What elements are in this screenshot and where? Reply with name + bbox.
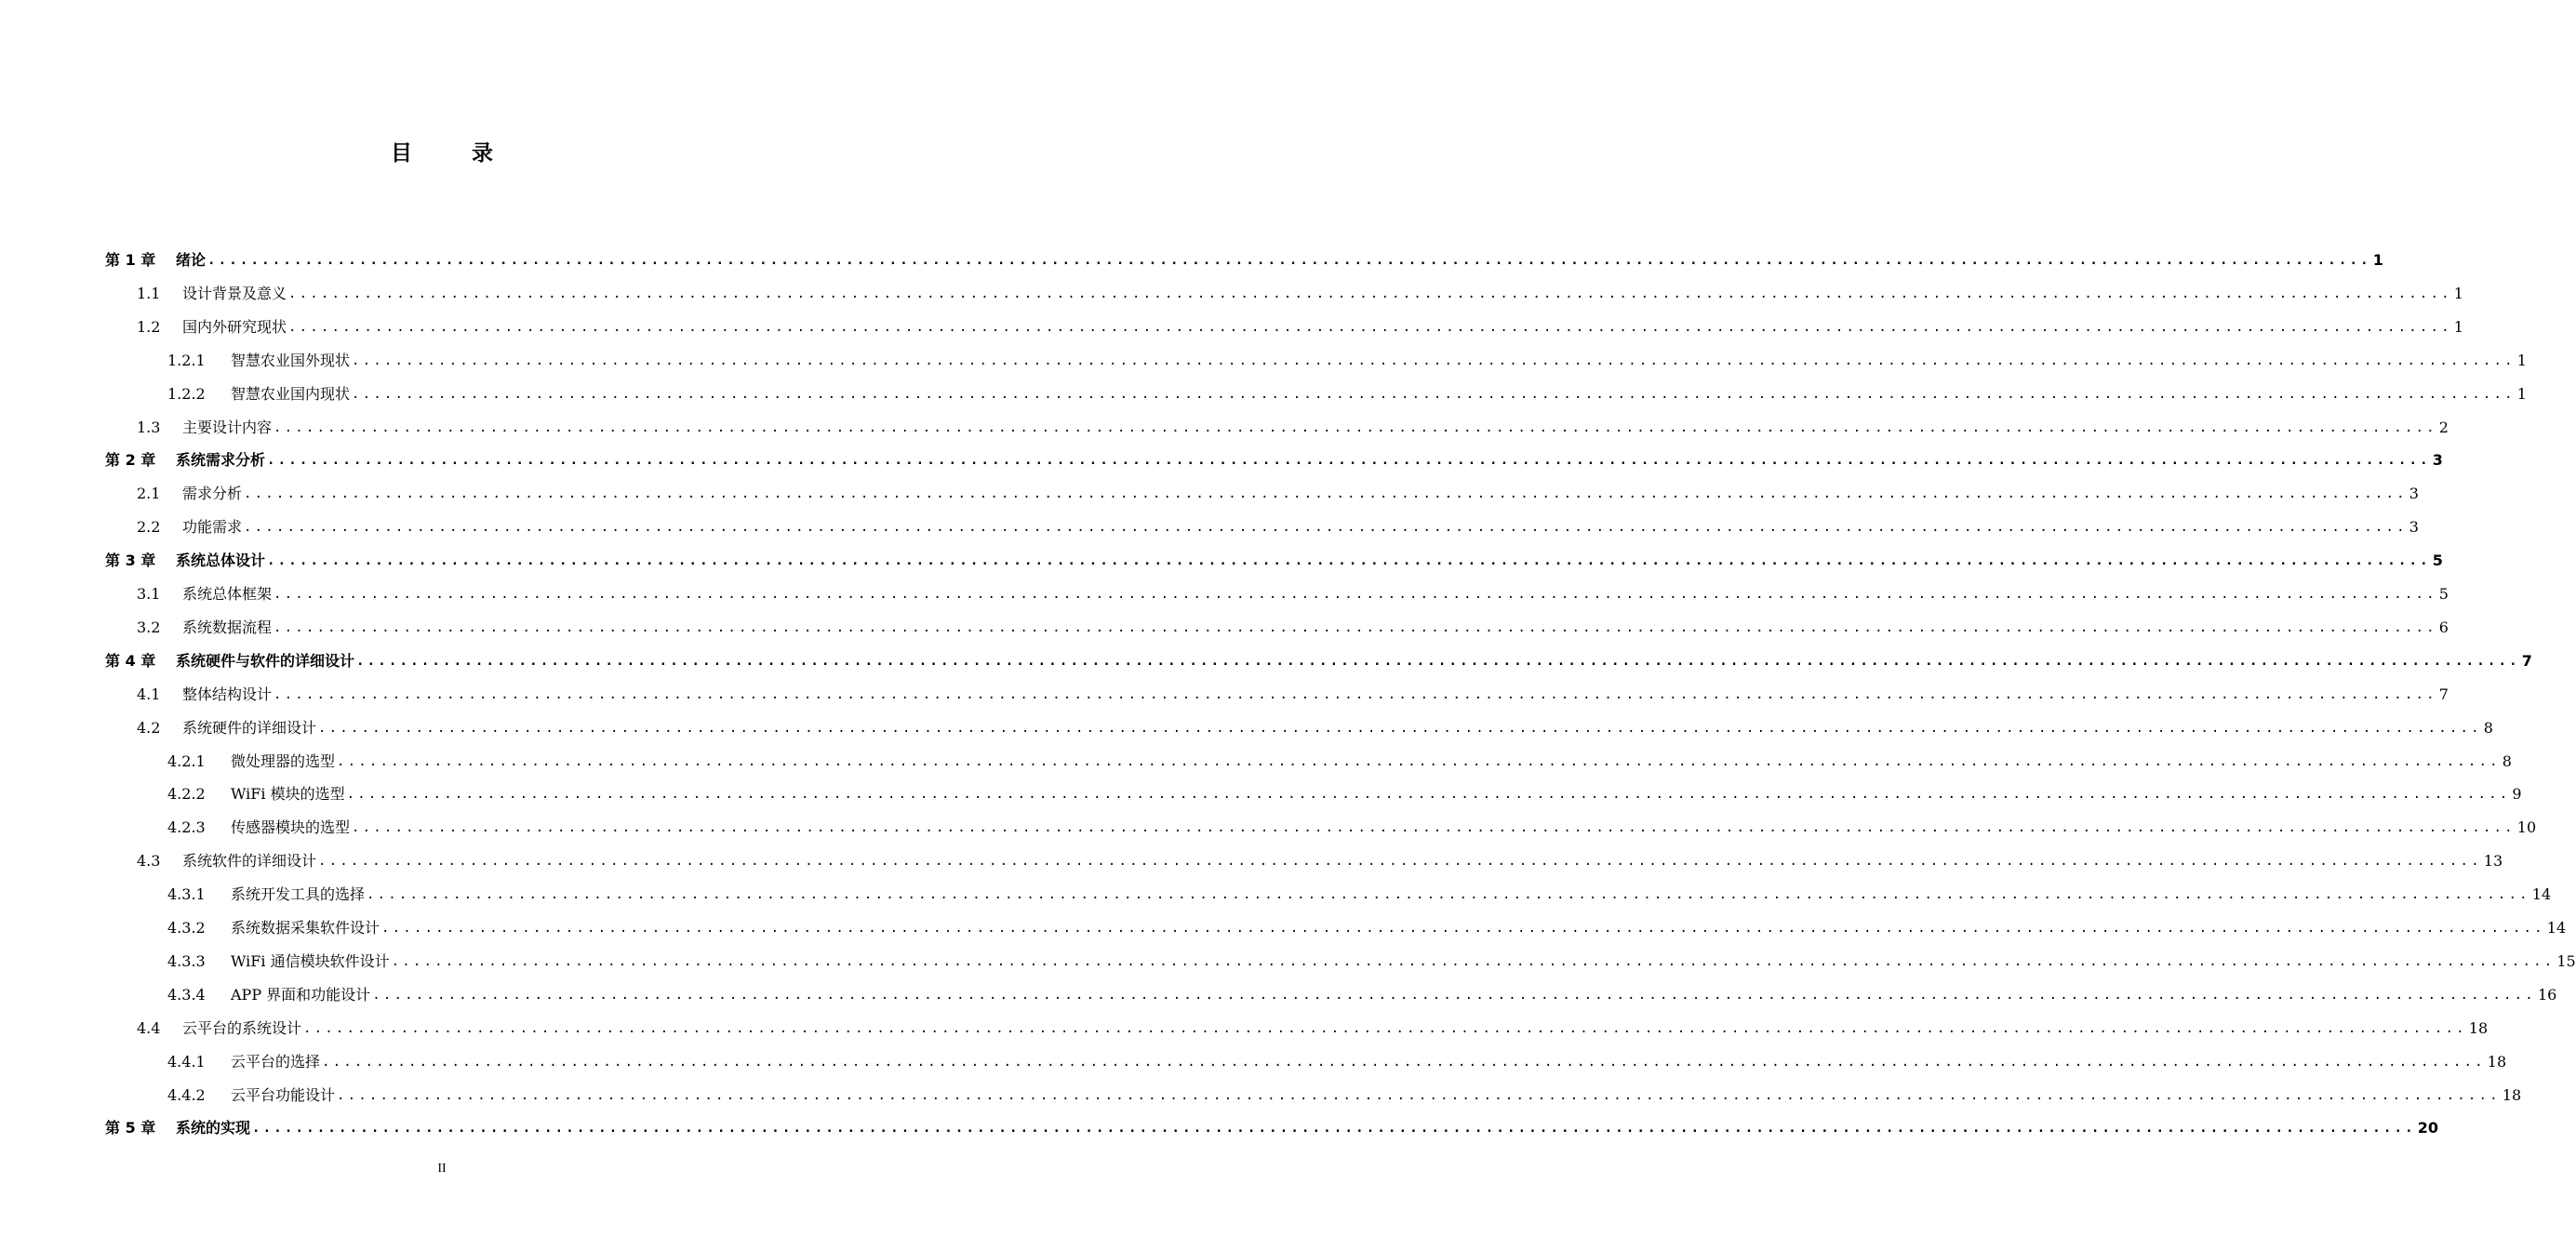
toc-dot-leader: ........................................................................................................................................................................................................ [318, 854, 2482, 869]
toc-entry-page-number: 1 [2516, 352, 2527, 369]
toc-entry[interactable] [137, 578, 2449, 611]
toc-entry[interactable] [167, 1045, 2507, 1079]
toc-entry-page-number: 15 [2556, 952, 2576, 970]
toc-dot-leader: ........................................................................................................................................................................................................ [372, 988, 2536, 1003]
toc-entry-number: 2.2 [137, 518, 161, 536]
toc-entry-title: 智慧农业国外现状 [231, 352, 351, 369]
toc-dot-leader: ........................................................................................................................................................................................................ [367, 887, 2530, 902]
toc-dot-leader: ........................................................................................................................................................................................................ [288, 320, 2452, 335]
toc-entry[interactable] [137, 678, 2449, 711]
toc-entry[interactable] [105, 645, 2532, 678]
toc-entry-title: 主要设计内容 [182, 419, 273, 436]
toc-entry-page-number: 9 [2512, 785, 2522, 803]
toc-entry[interactable] [137, 411, 2449, 445]
toc-entry-title: 国内外研究现状 [182, 318, 287, 336]
toc-entry[interactable] [137, 311, 2463, 344]
toc-entry-page-number: 7 [2521, 652, 2532, 670]
toc-entry[interactable] [167, 911, 2567, 945]
toc-entry[interactable] [167, 878, 2552, 911]
toc-entry-title: 云平台的系统设计 [182, 1019, 302, 1037]
toc-dot-leader: ........................................................................................................................................................................................................ [337, 754, 2501, 769]
toc-entry-page-number: 1 [2453, 318, 2463, 336]
toc-entry[interactable] [167, 745, 2512, 778]
toc-entry-page-number: 5 [2432, 552, 2443, 569]
toc-entry-page-number: 7 [2438, 685, 2449, 703]
toc-entry-page-number: 6 [2438, 618, 2449, 636]
toc-entry-number: 2.1 [137, 485, 161, 502]
toc-entry-page-number: 1 [2453, 285, 2463, 302]
toc-entry-number: 4.4 [137, 1019, 161, 1037]
toc-entry[interactable] [137, 511, 2419, 544]
toc-dot-leader: ........................................................................................................................................................................................................ [252, 1121, 2416, 1136]
toc-entry[interactable] [137, 277, 2463, 311]
toc-entry-title: 系统需求分析 [176, 451, 266, 469]
toc-entry-number: 4.2.1 [167, 752, 206, 770]
toc-entry-number: 1.2 [137, 318, 161, 336]
toc-entry-title: 系统的实现 [176, 1119, 251, 1137]
toc-entry-number: 4.3.3 [167, 952, 206, 970]
toc-entry-number: 4.2.2 [167, 785, 206, 803]
toc-entry-page-number: 1 [2372, 251, 2383, 269]
toc-entry-number: 第 2 章 [105, 451, 156, 469]
toc-entry-number: 4.3.1 [167, 885, 206, 903]
toc-entry-page-number: 3 [2409, 485, 2419, 502]
toc-entry-page-number: 2 [2438, 419, 2449, 436]
toc-entry-title: 云平台功能设计 [231, 1086, 336, 1104]
toc-entry-page-number: 3 [2409, 518, 2419, 536]
toc-entry-number: 4.3.4 [167, 986, 206, 1004]
toc-dot-leader: ........................................................................................................................................................................................................ [267, 453, 2431, 468]
toc-entry-page-number: 8 [2483, 719, 2493, 737]
toc-entry-number: 4.4.1 [167, 1053, 206, 1070]
toc-dot-leader: ........................................................................................................................................................................................................ [381, 921, 2545, 936]
toc-entry-title: 云平台的选择 [231, 1053, 321, 1070]
toc-entry-title: 系统数据采集软件设计 [231, 919, 380, 937]
toc-dot-leader: ........................................................................................................................................................................................................ [303, 1021, 2467, 1036]
toc-entry-title: 绪论 [176, 251, 207, 269]
toc-entry-number: 1.2.1 [167, 352, 206, 369]
toc-entry-title: 功能需求 [182, 518, 243, 536]
toc-dot-leader: ........................................................................................................................................................................................................ [274, 687, 2437, 702]
toc-entry-title: 系统硬件的详细设计 [182, 719, 317, 737]
toc-entry[interactable] [167, 1079, 2522, 1112]
toc-entry-number: 第 5 章 [105, 1119, 156, 1137]
toc-entry-page-number: 18 [2502, 1086, 2522, 1104]
toc-entry-page-number: 8 [2502, 752, 2512, 770]
toc-entry[interactable] [105, 244, 2383, 277]
toc-dot-leader: ........................................................................................................................................................................................................ [288, 286, 2452, 301]
toc-entry-number: 3.2 [137, 618, 161, 636]
toc-entry-number: 3.1 [137, 585, 161, 603]
toc-entry-number: 4.1 [137, 685, 161, 703]
toc-dot-leader: ........................................................................................................................................................................................................ [356, 654, 2520, 669]
toc-entry[interactable] [105, 1111, 2439, 1145]
toc-entry-number: 第 3 章 [105, 552, 156, 569]
toc-entry-title: 系统硬件与软件的详细设计 [176, 652, 355, 670]
toc-dot-leader: ........................................................................................................................................................................................................ [352, 353, 2516, 368]
toc-entry-title: 微处理器的选型 [231, 752, 336, 770]
toc-entry-page-number: 5 [2438, 585, 2449, 603]
toc-entry-title: 传感器模块的选型 [231, 818, 351, 836]
toc-dot-leader: ........................................................................................................................................................................................................ [244, 486, 2408, 501]
toc-dot-leader: ........................................................................................................................................................................................................ [318, 721, 2482, 736]
toc-entry[interactable] [137, 477, 2419, 511]
toc-entry-page-number: 14 [2546, 919, 2567, 937]
toc-entry[interactable] [167, 344, 2527, 378]
toc-entry-title: 系统总体设计 [176, 552, 266, 569]
toc-entry[interactable] [137, 1012, 2489, 1045]
toc-entry[interactable] [105, 444, 2443, 477]
toc-entry-number: 4.2.3 [167, 818, 206, 836]
toc-entry-page-number: 18 [2487, 1053, 2507, 1070]
toc-dot-leader: ........................................................................................................................................................................................................ [352, 820, 2516, 835]
toc-entry-number: 1.1 [137, 285, 161, 302]
toc-entry-number: 4.4.2 [167, 1086, 206, 1104]
toc-entry-number: 第 4 章 [105, 652, 156, 670]
toc-entry-title: 系统软件的详细设计 [182, 852, 317, 870]
toc-entry-number: 4.3 [137, 852, 161, 870]
toc-entry-number: 4.3.2 [167, 919, 206, 937]
toc-entry-title: 系统数据流程 [182, 618, 273, 636]
toc-dot-leader: ........................................................................................................................................................................................................ [352, 387, 2516, 402]
toc-entry-title: WiFi 通信模块软件设计 [231, 952, 390, 970]
toc-entry-title: 智慧农业国内现状 [231, 385, 351, 403]
toc-entry-number: 4.2 [137, 719, 161, 737]
toc-dot-leader: ........................................................................................................................................................................................................ [207, 253, 2371, 268]
toc-entry[interactable] [137, 711, 2493, 745]
toc-dot-leader: ........................................................................................................................................................................................................ [274, 620, 2437, 635]
toc-entry-page-number: 1 [2516, 385, 2527, 403]
toc-entry-title: APP 界面和功能设计 [231, 986, 371, 1004]
toc-dot-leader: ........................................................................................................................................................................................................ [244, 520, 2408, 535]
toc-entry-number: 第 1 章 [105, 251, 156, 269]
page-number-footer: II [437, 1162, 447, 1176]
toc-dot-leader: ........................................................................................................................................................................................................ [274, 420, 2437, 435]
toc-entry[interactable] [167, 811, 2537, 844]
toc-entry-title: 整体结构设计 [182, 685, 273, 703]
toc-entry-number: 1.2.2 [167, 385, 206, 403]
toc-entry[interactable] [167, 978, 2557, 1012]
page-title: 目 录 [390, 141, 519, 166]
toc-entry[interactable] [167, 945, 2576, 978]
toc-dot-leader: ........................................................................................................................................................................................................ [322, 1055, 2486, 1070]
toc-entry-title: 需求分析 [182, 485, 243, 502]
toc-entry[interactable] [137, 611, 2449, 645]
toc-entry-title: 系统总体框架 [182, 585, 273, 603]
toc-entry-number: 1.3 [137, 419, 161, 436]
toc-dot-leader: ........................................................................................................................................................................................................ [337, 1088, 2501, 1103]
toc-entry-page-number: 20 [2417, 1119, 2439, 1137]
toc-entry[interactable] [105, 544, 2443, 578]
toc-entry-page-number: 16 [2537, 986, 2557, 1004]
toc-entry-title: 系统开发工具的选择 [231, 885, 366, 903]
toc-entry[interactable] [167, 378, 2527, 411]
toc-entry-page-number: 13 [2483, 852, 2503, 870]
toc-entry[interactable] [167, 778, 2522, 811]
toc-entry[interactable] [137, 844, 2503, 878]
toc-entry-page-number: 14 [2531, 885, 2552, 903]
toc-dot-leader: ........................................................................................................................................................................................................ [346, 787, 2511, 802]
toc-dot-leader: ........................................................................................................................................................................................................ [391, 954, 2556, 969]
toc-dot-leader: ........................................................................................................................................................................................................ [274, 587, 2437, 602]
toc-entry-page-number: 3 [2432, 451, 2443, 469]
toc-entry-title: 设计背景及意义 [182, 285, 287, 302]
toc-entry-title: WiFi 模块的选型 [231, 785, 345, 803]
toc-entry-page-number: 18 [2468, 1019, 2489, 1037]
toc-entry-page-number: 10 [2516, 818, 2537, 836]
toc-dot-leader: ........................................................................................................................................................................................................ [267, 553, 2431, 568]
